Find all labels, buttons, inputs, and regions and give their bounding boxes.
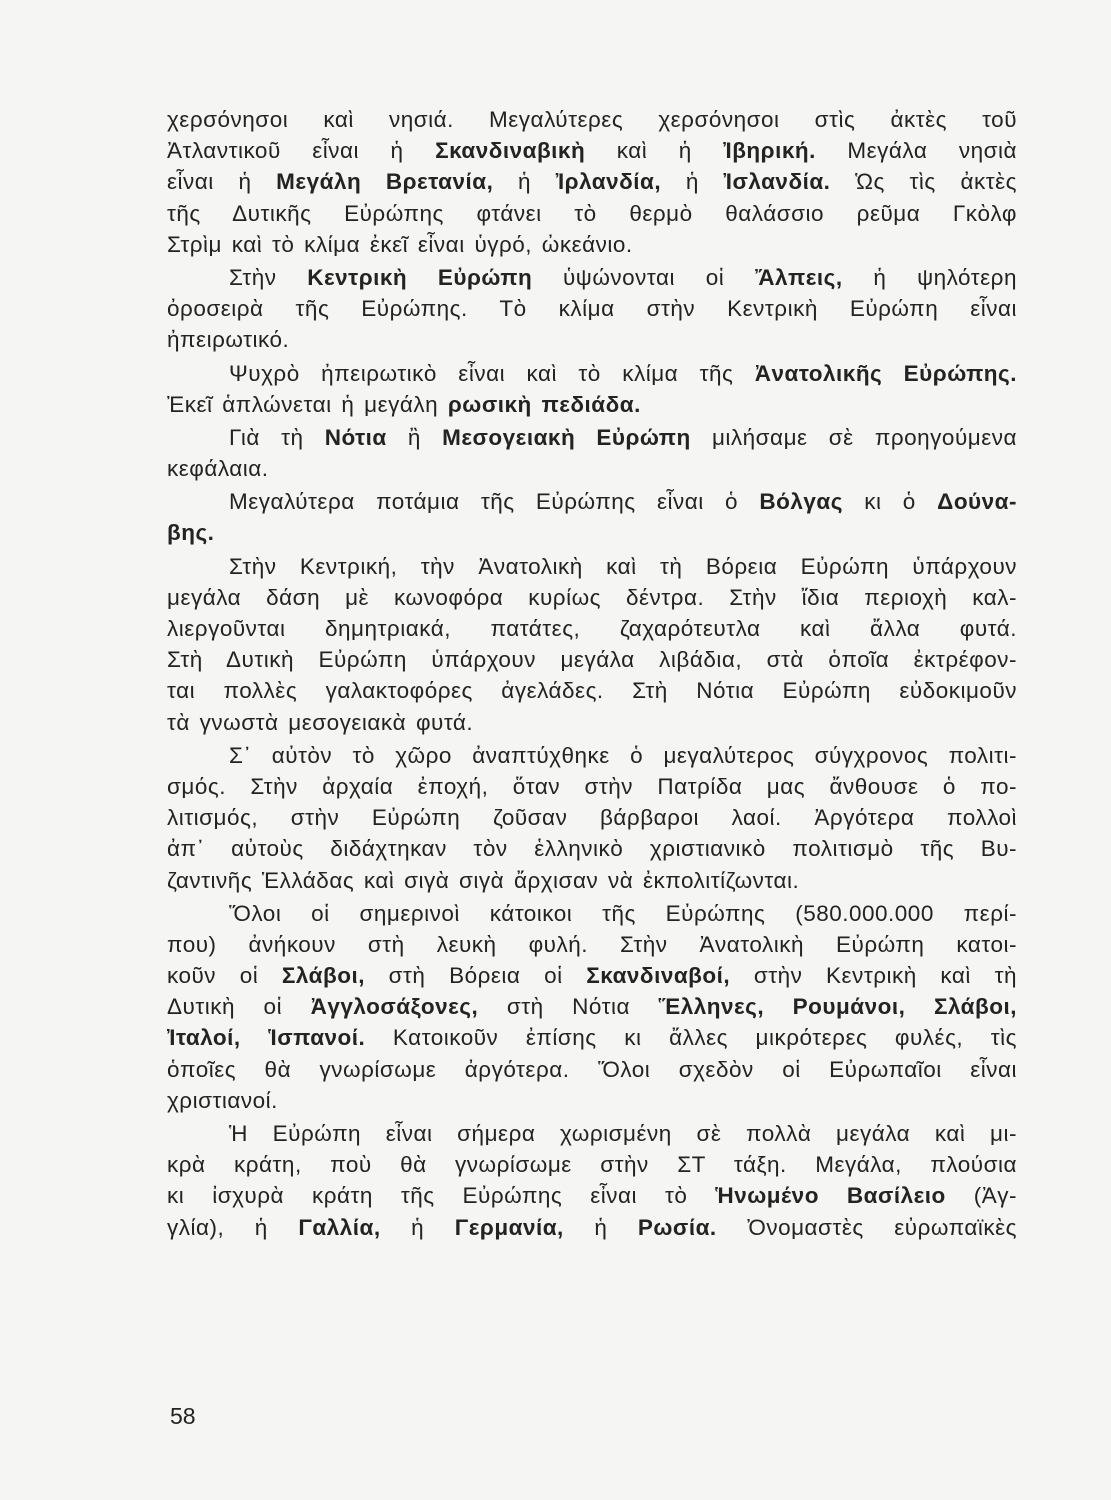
text-line — [167, 104, 1017, 135]
text-run: τὰ γνωστὰ μεσογειακὰ φυτά. — [167, 709, 474, 735]
bold-term: Ἡνωμένο Βασίλειο — [715, 1183, 946, 1209]
bold-term: Ἰρλανδία, — [555, 169, 662, 195]
text-run: καὶ ἡ — [585, 138, 724, 164]
text-line — [167, 1212, 1017, 1243]
text-run: μιλήσαμε σὲ προηγούμενα — [690, 424, 1017, 450]
page-number: 58 — [170, 1403, 196, 1429]
text-run: ἠπειρωτικό. — [167, 327, 290, 353]
bold-term: Δούνα- — [937, 489, 1017, 515]
text-run: στὴ Νότια — [478, 994, 659, 1020]
text-line — [167, 898, 1017, 929]
text-run: Ὀνομαστὲς εὐρωπαϊκὲς — [716, 1214, 1017, 1240]
text-run: Ψυχρὸ ἠπειρωτικὸ εἶναι καὶ τὸ κλίμα τῆς — [229, 360, 755, 386]
text-run: τῆς Δυτικῆς Εὐρώπης φτάνει τὸ θερμὸ θαλάσσιο ρεῦμα Γκὸλφ — [167, 200, 1017, 226]
text-run: χριστιανοί. — [167, 1087, 278, 1113]
text-line — [167, 675, 1017, 706]
text-run: κοῦν οἱ — [167, 963, 282, 989]
text-run: ἡ — [380, 1214, 455, 1240]
text-line — [167, 1085, 1017, 1116]
text-run: ὁποῖες θὰ γνωρίσωμε ἀργότερα. Ὅλοι σχεδὸν οἱ Εὐρωπαῖοι εἶναι — [167, 1056, 1017, 1082]
text-run: ἡ — [661, 169, 724, 195]
bold-term: Ἀνατολικῆς Εὐρώπης. — [754, 360, 1017, 386]
bold-term: Ἰταλοί, Ἱσπανοί. — [167, 1025, 366, 1051]
text-line — [167, 517, 1017, 548]
text-run: Ὅλοι οἱ σημερινοὶ κάτοικοι τῆς Εὐρώπης (580.000.000 περί- — [229, 900, 1017, 926]
bold-term: Ἰσλανδία. — [723, 169, 831, 195]
text-line — [167, 865, 1017, 896]
text-run: κι ὁ — [842, 489, 938, 515]
text-line — [167, 833, 1017, 864]
text-run: χερσόνησοι καὶ νησιά. Μεγαλύτερες χερσόνησοι στὶς ἀκτὲς τοῦ — [167, 107, 1017, 132]
text-run: Δυτικὴ οἱ — [167, 994, 311, 1020]
text-line — [167, 262, 1017, 293]
text-line — [167, 991, 1017, 1022]
text-run: Σ᾿ αὐτὸν τὸ χῶρο ἀναπτύχθηκε ὁ μεγαλύτερος σύγχρονος πολιτι- — [229, 742, 1017, 768]
text-line — [167, 960, 1017, 991]
bold-term: βης. — [167, 520, 215, 546]
text-run: κρὰ κράτη, ποὺ θὰ γνωρίσωμε στὴν ΣΤ τάξη. Μεγάλα, πλούσια — [167, 1152, 1017, 1178]
text-line — [167, 166, 1017, 197]
text-run: μεγάλα δάση μὲ κωνοφόρα κυρίως δέντρα. Στὴν ἴδια περιοχὴ καλ- — [167, 584, 1017, 610]
bold-term: Κεντρικὴ Εὐρώπη — [307, 264, 533, 290]
text-run: ἡ ψηλότερη — [842, 264, 1017, 290]
bold-term: ρωσικὴ πεδιάδα. — [447, 391, 641, 417]
text-line — [167, 198, 1017, 229]
text-run: στὴ Βόρεια οἱ — [364, 963, 587, 989]
text-run: Μεγαλύτερα ποτάμια τῆς Εὐρώπης εἶναι ὁ — [229, 489, 760, 515]
text-line — [167, 582, 1017, 613]
bold-term: Γαλλία, — [298, 1214, 381, 1240]
text-line — [167, 1180, 1017, 1211]
text-run: λιεργοῦνται δημητριακά, πατάτες, ζαχαρότευτλα καὶ ἄλλα φυτά. — [167, 616, 1017, 641]
bold-term: Γερμανία, — [454, 1214, 564, 1240]
text-line — [167, 771, 1017, 802]
text-line — [167, 707, 1017, 738]
text-run: κεφάλαια. — [167, 456, 269, 482]
text-run: που) ἀνήκουν στὴ λευκὴ φυλή. Στὴν Ἀνατολικὴ Εὐρώπη κατοι- — [167, 931, 1017, 957]
text-run: ζαντινῆς Ἑλλάδας καὶ σιγὰ σιγὰ ἄρχισαν νὰ ἐκπολιτίζωνται. — [167, 867, 800, 893]
bold-term: Νότια — [324, 424, 387, 450]
text-run: στὴν Κεντρικὴ καὶ τὴ — [730, 963, 1017, 989]
text-run: γλία), ἡ — [167, 1214, 299, 1240]
text-run: Ἀτλαντικοῦ εἶναι ἡ — [167, 138, 436, 164]
text-run: Στὴ Δυτικὴ Εὐρώπη ὑπάρχουν μεγάλα λιβάδια, στὰ ὁποῖα ἐκτρέφον- — [167, 647, 1017, 673]
bold-term: Σκανδιναβικὴ — [435, 138, 586, 164]
text-run: ἀπ᾿ αὐτοὺς διδάχτηκαν τὸν ἑλληνικὸ χριστιανικὸ πολιτισμὸ τῆς Βυ- — [167, 836, 1017, 862]
text-run: ἡ — [563, 1214, 638, 1240]
bold-term: Μεσογειακὴ Εὐρώπη — [442, 424, 691, 450]
bold-term: Μεγάλη Βρετανία, — [276, 169, 494, 195]
bold-term: Ἀγγλοσάξονες, — [310, 994, 479, 1020]
text-run: Στὴν — [229, 264, 308, 290]
text-run: ὀροσειρὰ τῆς Εὐρώπης. Τὸ κλίμα στὴν Κεντρικὴ Εὐρώπη εἶναι — [167, 296, 1017, 322]
text-line — [167, 135, 1017, 166]
text-run: Στὴν Κεντρική, τὴν Ἀνατολικὴ καὶ τὴ Βόρεια Εὐρώπη ὑπάρχουν — [229, 553, 1017, 579]
bold-term: Ἰβηρική. — [723, 138, 816, 164]
text-line — [167, 453, 1017, 484]
bold-term: Σλάβοι, — [281, 963, 365, 989]
text-run: Ἡ Εὐρώπη εἶναι σήμερα χωρισμένη σὲ πολλὰ μεγάλα καὶ μι- — [229, 1121, 1017, 1146]
bold-term: Ρωσία. — [637, 1214, 717, 1240]
text-line — [167, 324, 1017, 355]
bold-term: Βόλγας — [759, 489, 843, 515]
text-line — [167, 389, 1017, 420]
text-line — [167, 929, 1017, 960]
text-run: ἢ — [386, 424, 443, 450]
text-run: ἡ — [493, 169, 556, 195]
text-run: Μεγάλα νησιὰ — [815, 138, 1017, 164]
text-line — [167, 1022, 1017, 1053]
text-run: Ἐκεῖ ἁπλώνεται ἡ μεγάλη — [167, 391, 448, 417]
text-line — [167, 551, 1017, 582]
bold-term: Ἕλληνες, Ρουμάνοι, Σλάβοι, — [658, 994, 1017, 1020]
text-run: λιτισμός, στὴν Εὐρώπη ζοῦσαν βάρβαροι λαοί. Ἀργότερα πολλοὶ — [167, 805, 1017, 831]
text-line — [167, 740, 1017, 771]
body-text — [167, 104, 1017, 1243]
text-run: (Ἀγ- — [945, 1183, 1017, 1209]
text-line — [167, 644, 1017, 675]
text-run: ὑψώνονται οἱ — [532, 264, 755, 290]
text-run: Γιὰ τὴ — [229, 424, 325, 450]
text-run: Κατοικοῦν ἐπίσης κι ἄλλες μικρότερες φυλές, τὶς — [365, 1025, 1017, 1051]
text-run: Στρὶμ καὶ τὸ κλίμα ἐκεῖ εἶναι ὑγρό, ὠκεάνιο. — [167, 231, 633, 257]
text-run: κι ἰσχυρὰ κράτη τῆς Εὐρώπης εἶναι τὸ — [167, 1183, 716, 1209]
bold-term: Σκανδιναβοί, — [586, 963, 731, 989]
text-line — [167, 229, 1017, 260]
text-line — [167, 1118, 1017, 1149]
text-line — [167, 486, 1017, 517]
text-line — [167, 1054, 1017, 1085]
text-line — [167, 613, 1017, 644]
text-run: ται πολλὲς γαλακτοφόρες ἀγελάδες. Στὴ Νότια Εὐρώπη εὐδοκιμοῦν — [167, 678, 1017, 704]
text-line — [167, 802, 1017, 833]
text-run: εἶναι ἡ — [167, 169, 277, 195]
text-run: σμός. Στὴν ἀρχαία ἐποχή, ὅταν στὴν Πατρίδα μας ἄνθουσε ὁ πο- — [167, 773, 1017, 799]
text-line — [167, 422, 1017, 453]
text-line — [167, 1149, 1017, 1180]
bold-term: Ἄλπεις, — [754, 264, 843, 290]
text-line — [167, 293, 1017, 324]
text-line — [167, 358, 1017, 389]
text-run: Ὡς τὶς ἀκτὲς — [830, 169, 1017, 195]
